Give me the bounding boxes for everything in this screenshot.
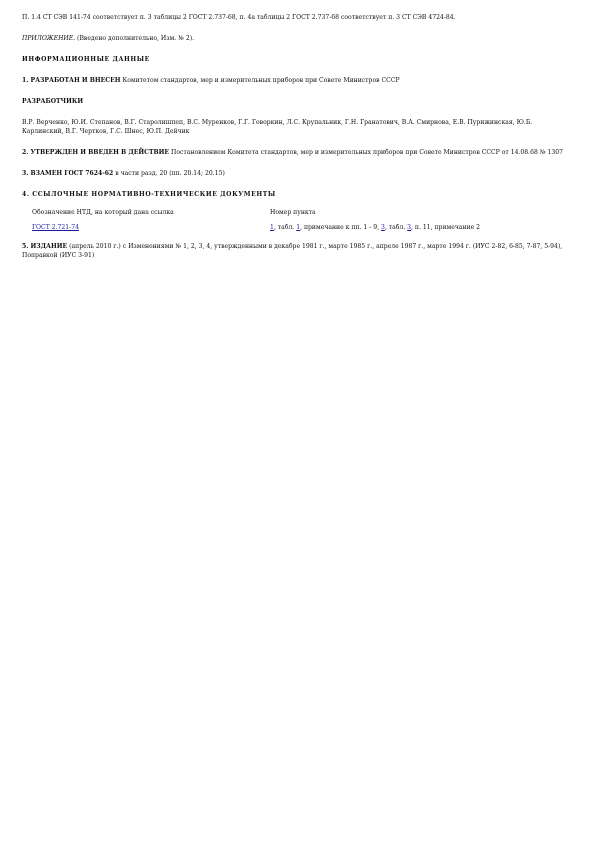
gost-2-721-74-link[interactable]: ГОСТ 2.721-74 bbox=[32, 224, 79, 231]
appendix-label: ПРИЛОЖЕНИЕ. bbox=[22, 35, 76, 42]
clause-text: , табл. bbox=[384, 224, 408, 231]
clause-text: , примечание к пп. 1 - 9, bbox=[300, 224, 381, 231]
table-row bbox=[32, 223, 480, 232]
references-table bbox=[32, 208, 480, 232]
table-1-link[interactable]: 1 bbox=[296, 224, 301, 231]
table-header-row bbox=[32, 208, 480, 223]
item-2-paragraph bbox=[22, 148, 573, 157]
item-5-paragraph bbox=[22, 242, 573, 260]
item-4-heading: 4. ССЫЛОЧНЫЕ НОРМАТИВНО-ТЕХНИЧЕСКИЕ ДОКУМЕНТЫ bbox=[22, 191, 276, 198]
item-2-heading: 2. УТВЕРЖДЕН И ВВЕДЕН В ДЕЙСТВИЕ bbox=[22, 149, 170, 156]
table-cell-clauses bbox=[270, 223, 480, 232]
item-5-text: (апрель 2010 г.) с Изменениями № 1, 2, 3, 4, утвержденными в декабре 1981 г., марте 1985 г., апреле 1987 г., марте 1994 г. (ИУС 2-82, 6-85, 7-87, 5-94), Поправкой (ИУС 3-91) bbox=[22, 243, 563, 259]
item-1-paragraph bbox=[22, 76, 573, 85]
col-header-document: Обозначение НТД, на который дана ссылка bbox=[32, 209, 174, 216]
item-3-paragraph bbox=[22, 169, 573, 178]
info-heading: ИНФОРМАЦИОННЫЕ ДАННЫЕ bbox=[22, 56, 150, 63]
item-2-text: Постановлением Комитета стандартов, мер и измерительных приборов при Совете Министров СССР от 14.08.68 № 1307 bbox=[169, 149, 563, 156]
item-3-heading: 3. ВЗАМЕН ГОСТ 7624-62 bbox=[22, 170, 114, 177]
appendix-paragraph bbox=[22, 34, 573, 43]
col-header-clause: Номер пункта bbox=[270, 209, 316, 216]
table-cell-document bbox=[32, 223, 270, 232]
clause-1-link[interactable]: 1 bbox=[270, 224, 274, 231]
clause-text: , п. 11, примечание 2 bbox=[411, 224, 481, 231]
developers-list: В.Р. Верченко, Ю.И. Степанов, В.Г. Старолишпеп, В.С. Муренков, Г.Г. Говоркин, Л.С. Крупальник, Г.Н. Гранатович, В.А. Смирнова, Е.В. Пурижинская, Ю.Б. Карлинский, В.Г. Чертков, Г.С. Шнес, Ю.П. Дейчик bbox=[22, 119, 533, 135]
item-5-heading: 5. ИЗДАНИЕ bbox=[22, 243, 68, 250]
item-3-text: в части разд. 20 (пп. 20.14; 20.15) bbox=[113, 170, 225, 177]
item-1-heading: 1. РАЗРАБОТАН И ВНЕСЕН bbox=[22, 77, 121, 84]
clause-text: , табл. bbox=[273, 224, 297, 231]
developers-heading: РАЗРАБОТЧИКИ bbox=[22, 98, 84, 105]
correspondence-paragraph: П. 1.4 СТ СЭВ 141-74 соответствует п. 3 таблицы 2 ГОСТ 2.737-68, п. 4а таблицы 2 ГОСТ 2.737-68 соответствует п. 3 СТ СЭВ 4724-84. bbox=[22, 14, 456, 21]
item-1-text: Комитетом стандартов, мер и измерительных приборов при Совете Министров СССР bbox=[120, 77, 400, 84]
appendix-note: (Введено дополнительно, Изм. № 2). bbox=[75, 35, 195, 42]
clause-3-link[interactable]: 3 bbox=[380, 224, 385, 231]
table-3-link[interactable]: 3 bbox=[407, 224, 412, 231]
